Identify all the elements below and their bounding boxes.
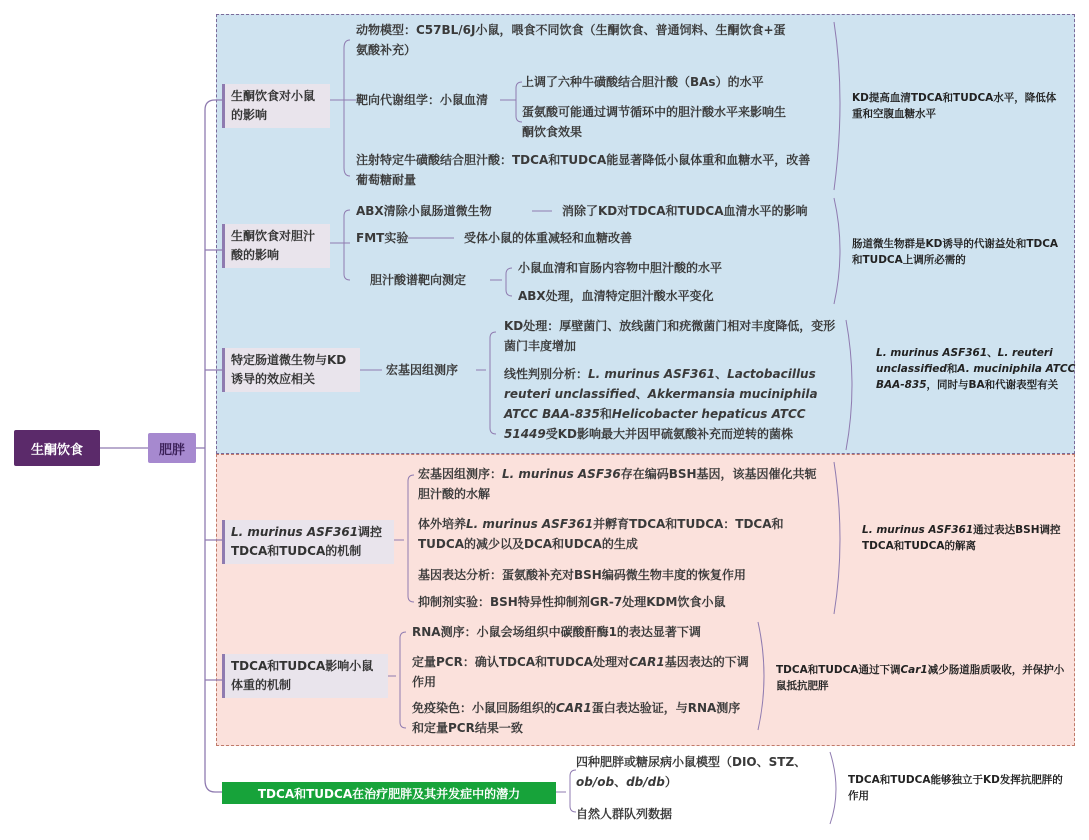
obesity-label: 肥胖 [158,442,185,458]
obesity-node[interactable] [148,433,196,463]
s1-sub-methionine: 蛋氨酸可能通过调节循环中的胆汁酸水平来影响生酮饮食效果 [522,105,787,139]
s2-item-bile-assay: 胆汁酸谱靶向测定 [370,273,467,287]
s3-title[interactable]: 特定肠道微生物与KD诱导的效应相关 [222,348,360,392]
s1-title[interactable]: 生酮饮食对小鼠的影响 [222,84,330,128]
root-label: 生酮饮食 [30,442,83,458]
s6-title[interactable]: TDCA和TUDCA在治疗肥胖及其并发症中的潜力 [222,782,556,804]
s2-item-abx: ABX清除小鼠肠道微生物 [356,204,492,218]
s4-item-inhibitor: 抑制剂实验：BSH特异性抑制剂GR-7处理KDM饮食小鼠 [418,595,726,609]
s1-item-injection: 注射特定牛磺酸结合胆汁酸：TDCA和TUDCA能显著降低小鼠体重和血糖水平，改善葡萄糖耐量 [356,153,811,187]
s1-item-metabolomics: 靶向代谢组学：小鼠血清 [356,93,489,107]
s2-title[interactable]: 生酮饮食对胆汁酸的影响 [222,224,330,268]
s2-fmt-result: 受体小鼠的体重减轻和血糖改善 [464,231,633,245]
s4-title[interactable]: L. murinus ASF361调控TDCA和TUDCA的机制 [222,520,394,564]
s2-sub-abx: ABX处理，血清特定胆汁酸水平变化 [518,289,714,303]
s2-conclusion: 肠道微生物群是KD诱导的代谢益处和TDCA和TUDCA上调所必需的 [852,238,1059,266]
s5-item-qpcr: 定量PCR：确认TDCA和TUDCA处理对CAR1基因表达的下调作用 [412,655,749,689]
root-node[interactable] [14,430,100,466]
s3-item-kd: KD处理：厚壁菌门、放线菌门和疣微菌门相对丰度降低，变形菌门丰度增加 [504,319,836,353]
s2-sub-levels: 小鼠血清和盲肠内容物中胆汁酸的水平 [518,261,723,275]
s4-item-metagenome: 宏基因组测序：L. murinus ASF36存在编码BSH基因，该基因催化共轭胆汁酸的水解 [418,467,817,501]
s6-item-cohort: 自然人群队列数据 [576,807,673,821]
s2-abx-result: 消除了KD对TDCA和TUDCA血清水平的影响 [562,204,808,218]
s3-method: 宏基因组测序 [386,363,459,377]
s3-item-lda: 线性判别分析：L. murinus ASF361、Lactobacillus reuteri unclassified、Akkermansia muciniphila ATCC BAA-835和Helicobacter hepaticus ATCC 51449受KD影响最大并因甲硫氨酸补充而逆转的菌株 [504,367,818,441]
s4-item-culture: 体外培养L. murinus ASF361并孵育TDCA和TUDCA：TDCA和TUDCA的减少以及DCA和UDCA的生成 [418,517,784,551]
s2-item-fmt: FMT实验 [356,231,409,245]
s1-conclusion: KD提高血清TDCA和TUDCA水平，降低体重和空腹血糖水平 [852,92,1057,120]
s1-item-model: 动物模型：C57BL/6J小鼠，喂食不同饮食（生酮饮食、普通饲料、生酮饮食+蛋氨酸补充） [356,23,786,57]
s6-conclusion: TDCA和TUDCA能够独立于KD发挥抗肥胖的作用 [848,774,1063,802]
s5-title[interactable]: TDCA和TUDCA影响小鼠体重的机制 [222,654,388,698]
s5-conclusion: TDCA和TUDCA通过下调Car1减少肠道脂质吸收，并保护小鼠抵抗肥胖 [776,664,1065,692]
s1-sub-upregulated: 上调了六种牛磺酸结合胆汁酸（BAs）的水平 [522,75,764,89]
s4-conclusion: L. murinus ASF361通过表达BSH调控TDCA和TUDCA的解离 [862,524,1061,552]
s5-item-rnaseq: RNA测序：小鼠会场组织中碳酸酐酶1的表达显著下调 [412,625,701,639]
s5-item-immuno: 免疫染色：小鼠回肠组织的CAR1蛋白表达验证，与RNA测序和定量PCR结果一致 [412,701,741,735]
s4-item-expression: 基因表达分析：蛋氨酸补充对BSH编码微生物丰度的恢复作用 [418,568,746,582]
s3-conclusion: L. murinus ASF361、L. reuteri unclassified和A. muciniphila ATCC BAA-835，同时与BA和代谢表型有关 [876,347,1076,391]
s6-item-models: 四种肥胖或糖尿病小鼠模型（DIO、STZ、ob/ob、db/db） [576,755,807,789]
